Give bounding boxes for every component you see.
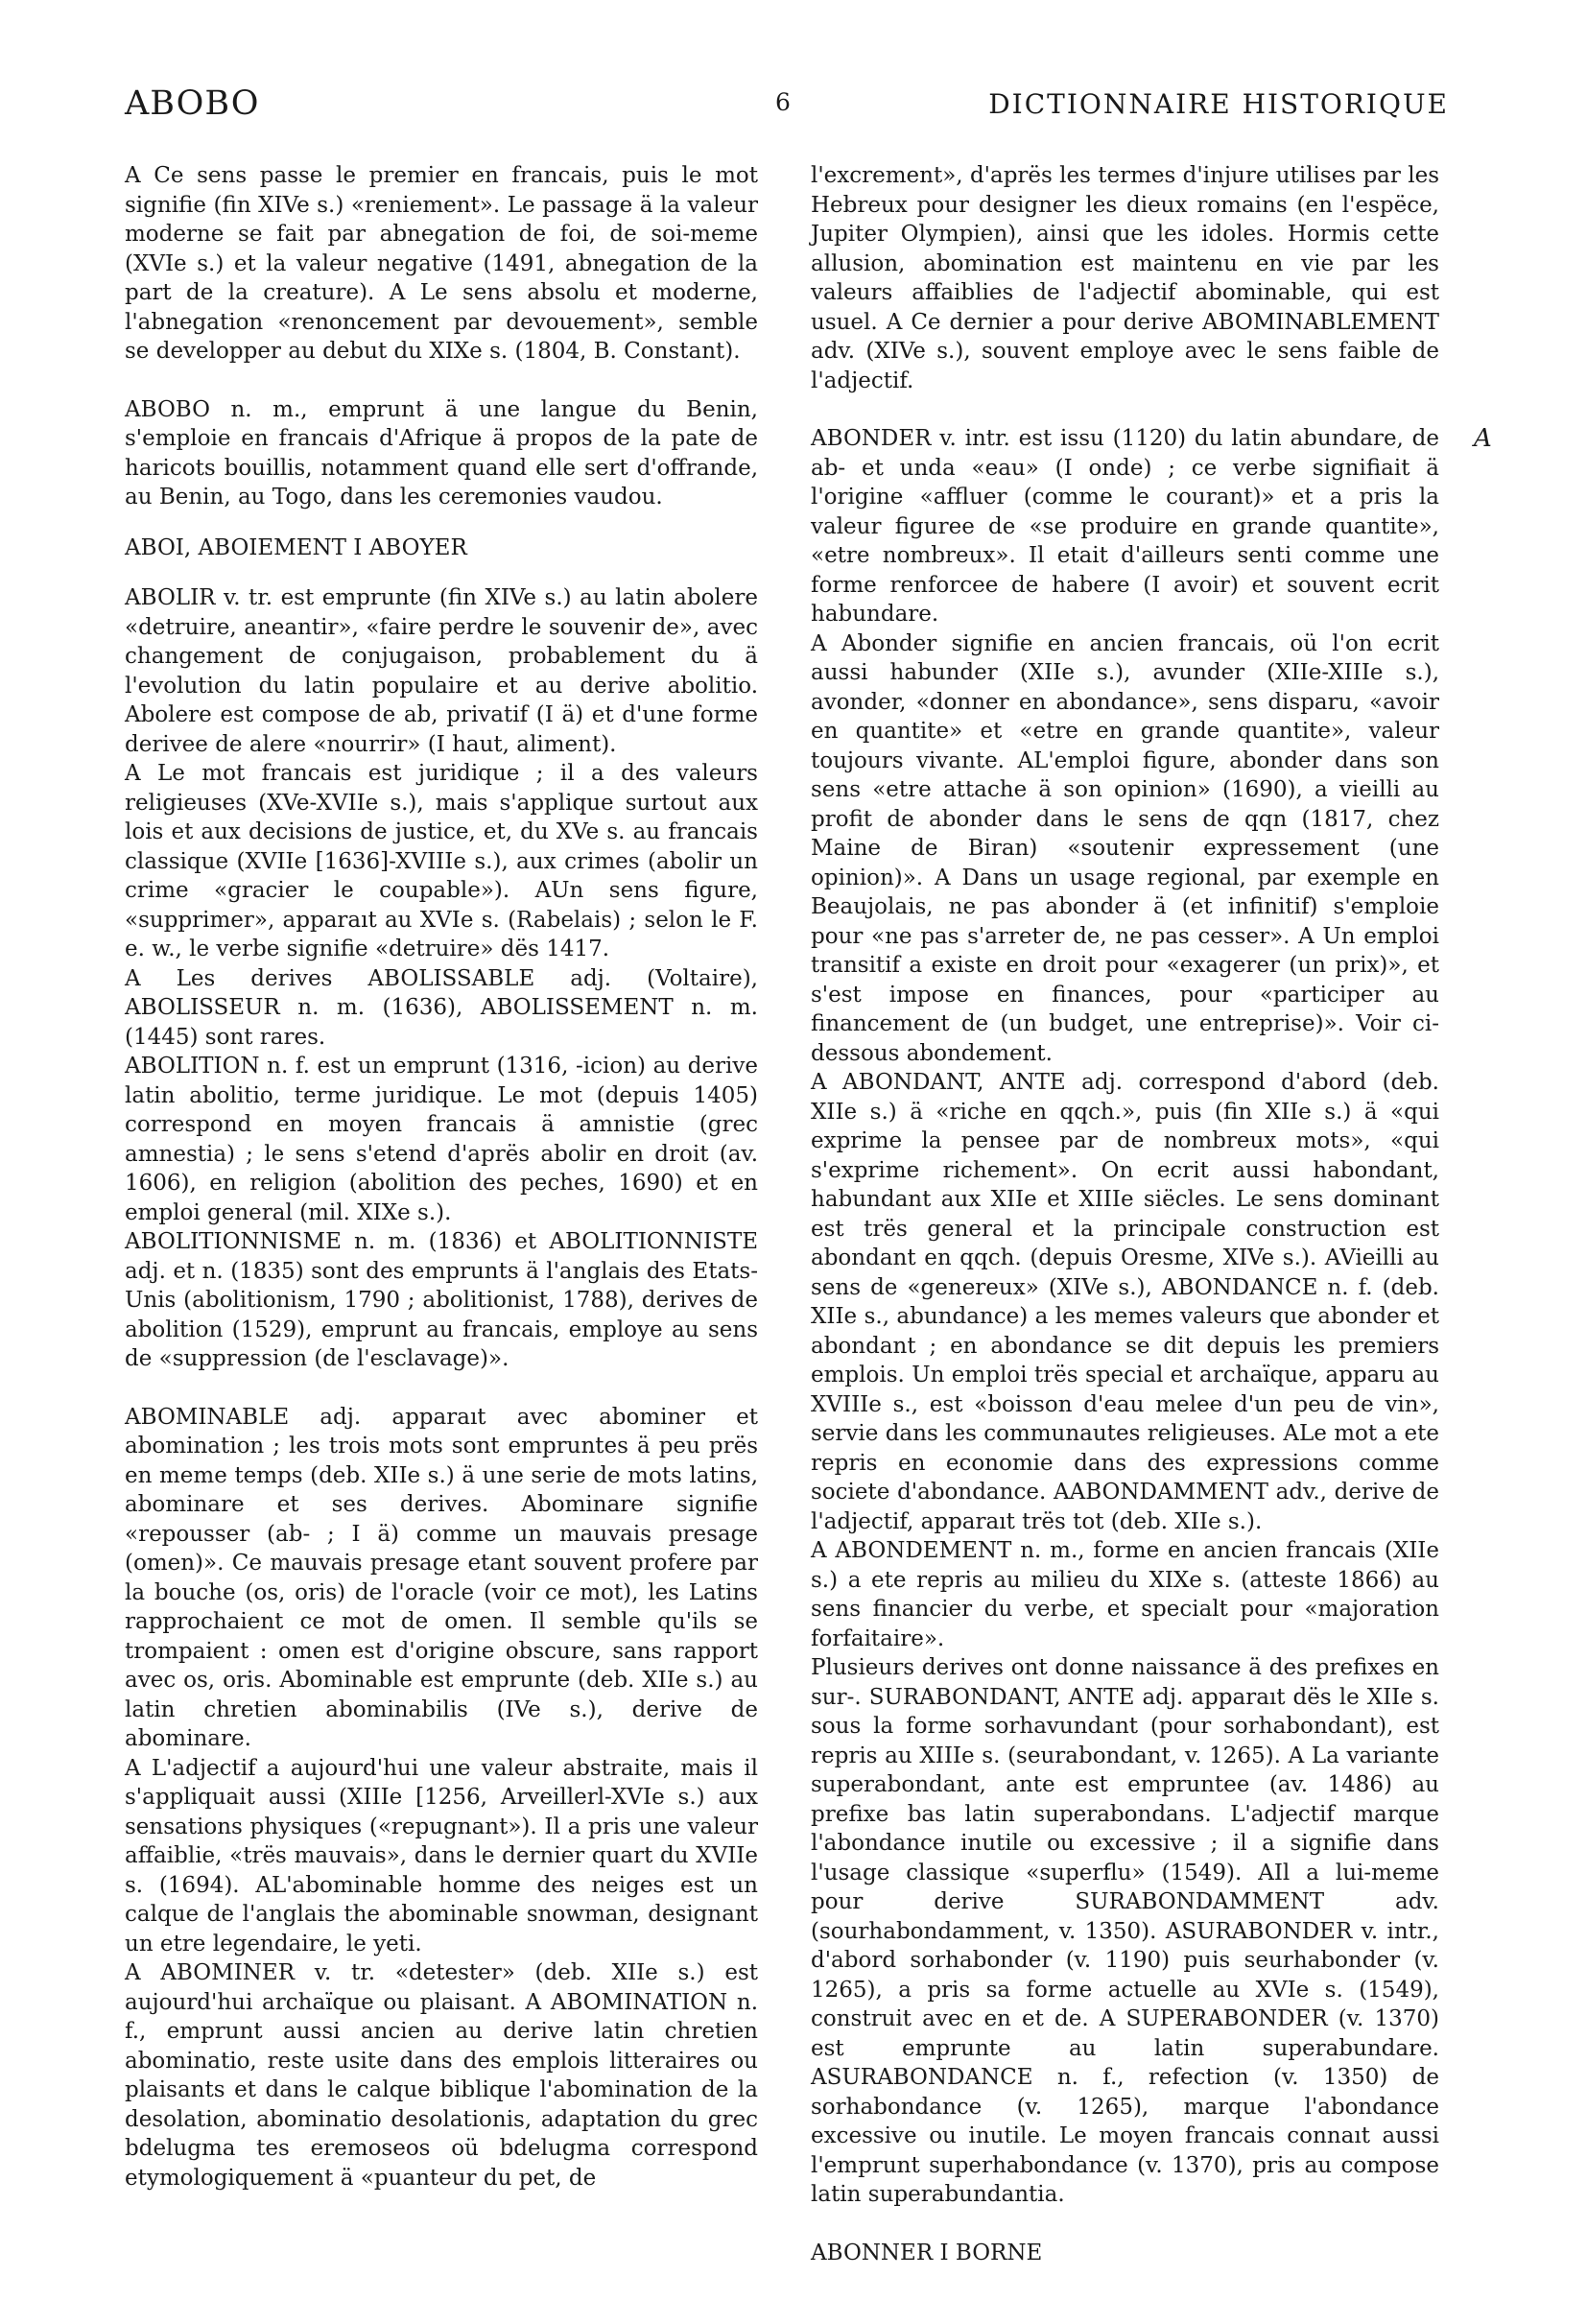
entry-abolition: ABOLITION n. f. est un emprunt (1316, -icion) au derive latin abolitio, terme juridique. Le mot (depuis 1405) correspond en moyen francais ä amnistie (grec amnestia) ; le sens s'etend d'aprës abolir en droit (av. 1606), en religion (abolition des peches, 1690) et en emploi general (mil. XIXe s.). bbox=[125, 1054, 758, 1225]
entry-paragraph: A ABOMINER v. tr. «detester» (deb. XIIe s.) est aujourd'hui archaïque ou plaisant. A ABOMINATION n. f., emprunt aussi ancien au derive latin chretien abominatio, reste usite dans des emplois litteraires ou plaisants et dans le calque biblique l'abomination de la desolation, abominatio desolationis, adaptation du grec bdelugma tes eremoseos oü bdelugma correspond etymologiquement ä «puanteur du pet, de bbox=[125, 1960, 758, 2191]
entry-paragraph: A Le mot francais est juridique ; il a des valeurs religieuses (XVe-XVIIe s.), mais s'applique surtout aux lois et aux decisions de justice, et, du XVe s. au francais classique (XVIIe [1636]-XVIIIe s.), aux crimes (abolir un crime «gracier le coupable»). AUn sens figure, «supprimer», apparaıt au XVIe s. (Rabelais) ; selon le F. e. w., le verbe signifie «detruire» dës 1417. bbox=[125, 761, 758, 961]
entry-abonner: ABONNER I BORNE bbox=[811, 2240, 1043, 2265]
entry-paragraph: A Les derives ABOLISSABLE adj. (Voltaire), ABOLISSEUR n. m. (1636), ABOLISSEMENT n. m. (1445) sont rares. bbox=[125, 965, 758, 1050]
entry-paragraph: A Abonder signifie en ancien francais, oü l'on ecrit aussi habunder (XIIe s.), avunder (XIIe-XIIIe s.), avonder, «donner en abondance», sens disparu, «avoir en quantite» et «etre en grande quantite», valeur toujours vivante. AL'emploi figure, abonder dans son sens «etre attache ä son opinion» (1690), a vieilli au profit de abonder dans le sens de qqn (1817, chez Maine de Biran) «soutenir expressement (une opinion)». A Dans un usage regional, par exemple en Beaujolais, ne pas abonder ä (et infinitif) s'emploie pour «ne pas s'arreter de, ne pas cesser». A Un emploi transitif a existe en droit pour «exagerer (un prix)», et s'est impose en finances, pour «participer au financement de (un budget, une entreprise)». Voir ci-dessous abondement. bbox=[811, 630, 1439, 1066]
entry-abolitionnisme: ABOLITIONNISME n. m. (1836) et ABOLITIONNISTE adj. et n. (1835) sont des emprunts ä l'anglais des Etats-Unis (abolitionism, 1790 ; abolitionist, 1788), derives de abolition (1529), emprunt au francais, employe au sens de «suppression (de l'esclavage)». bbox=[125, 1229, 758, 1371]
page-number: 6 bbox=[775, 88, 791, 116]
entry-abonder: ABONDER v. intr. est issu (1120) du latin abundare, de ab- et unda «eau» (I onde) ; ce verbe signifiait ä l'origine «affluer (comme le courant)» et a pris la valeur figuree de «se produire en grande quantite», «etre nombreux». Il etait d'ailleurs senti comme une forme renforcee de habere (I avoir) et souvent ecrit habundare. bbox=[811, 426, 1439, 627]
entry-abobo: ABOBO n. m., emprunt ä une langue du Benin, s'emploie en francais d'Afrique ä propos de la pate de haricots bouillis, notamment quand elle sert d'offrande, au Benin, au Togo, dans les ceremonies vaudou. bbox=[125, 396, 758, 510]
page-header bbox=[125, 84, 1449, 127]
entry-paragraph: l'excrement», d'aprës les termes d'injure utilises par les Hebreux pour designer les dieux romains (en l'espëce, Jupiter Olympien), ainsi que les idoles. Hormis cette allusion, abomination est maintenu en vie par les valeurs affaiblies de l'adjectif abominable, qui est usuel. A Ce dernier a pour derive ABOMINABLEMENT adv. (XIVe s.), souvent employe avec le sens faible de l'adjectif. bbox=[811, 163, 1439, 393]
section-letter-marker: A bbox=[1474, 424, 1492, 453]
entry-paragraph: A L'adjectif a aujourd'hui une valeur abstraite, mais il s'appliquait aussi (XIIIe [1256, Arveillerl-XVIe s.) aux sensations physiques («repugnant»). Il a pris une valeur affaiblie, «trës mauvais», dans le dernier quart du XVIIe s. (1694). AL'abominable homme des neiges est un calque de l'anglais the abominable snowman, designant un etre legendaire, le yeti. bbox=[125, 1755, 758, 1956]
entry-paragraph: A Ce sens passe le premier en francais, puis le mot signifie (fin XIVe s.) «reniement». Le passage ä la valeur moderne se fait par abnegation de foi, de soi-meme (XVIe s.) et la valeur negative (1491, abnegation de la part de la creature). A Le sens absolu et moderne, l'abnegation «renoncement par devouement», semble se developper au debut du XIXe s. (1804, B. Constant). bbox=[125, 163, 758, 364]
entry-abondant: A ABONDANT, ANTE adj. correspond d'abord (deb. XIIe s.) ä «riche en qqch.», puis (fin XIIe s.) ä «qui exprime la pensee par de nombreux mots», «qui s'exprime richement». On ecrit aussi habondant, habundant aux XIIe et XIIIe siëcles. Le sens dominant est trës general et la principale construction est abondant en qqch. (depuis Oresme, XIVe s.). AVieilli au sens de «genereux» (XIVe s.), ABONDANCE n. f. (deb. XIIe s., abundance) a les memes valeurs que abonder et abondant ; en abondance se dit depuis les premiers emplois. Un emploi trës special et archaïque, apparu au XVIIIe s., est «boisson d'eau melee d'un peu de vin», servie dans les communautes religieuses. ALe mot a ete repris en economie dans des expressions comme societe d'abondance. AABONDAMMENT adv., derive de l'adjectif, apparaıt trës tot (deb. XIIe s.). bbox=[811, 1070, 1439, 1534]
entry-abolir: ABOLIR v. tr. est emprunte (fin XIVe s.) au latin abolere «detruire, aneantir», «faire perdre le souvenir de», avec changement de conjugaison, probablement du ä l'evolution du latin populaire et au derive abolitio. Abolere est compose de ab, privatif (I ä) et d'une forme derivee de alere «nourrir» (I haut, aliment). bbox=[125, 585, 758, 757]
left-column bbox=[125, 161, 758, 2193]
entry-abondement: A ABONDEMENT n. m., forme en ancien francais (XIIe s.) a ete repris au milieu du XIXe s. (atteste 1866) au sens financier du verbe, et specialt pour «majoration forfaitaire». bbox=[811, 1538, 1439, 1651]
running-head-right: DICTIONNAIRE HISTORIQUE bbox=[988, 88, 1449, 120]
right-column bbox=[811, 161, 1439, 2267]
entry-paragraph: Plusieurs derives ont donne naissance ä des prefixes en sur-. SURABONDANT, ANTE adj. apparaıt dës le XIIe s. sous la forme sorhavundant (pour sorhabondant), est repris au XIIIe s. (seurabondant, v. 1265). A La variante superabondant, ante est empruntee (av. 1486) au prefixe bas latin superabondans. L'adjectif marque l'abondance inutile ou excessive ; il a signifie dans l'usage classique «superflu» (1549). AIl a lui-meme pour derive SURABONDAMMENT adv. (sourhabondamment, v. 1350). ASURABONDER v. intr., d'abord sorhabonder (v. 1190) puis seurhabonder (v. 1265), a pris sa forme actuelle au XVIe s. (1549), construit avec en et de. A SUPERABONDER (v. 1370) est emprunte au latin superabundare. ASURABONDANCE n. f., refection (v. 1350) de sorhabondance (v. 1265), marque l'abondance excessive ou inutile. Le moyen francais connaıt aussi l'emprunt superhabondance (v. 1370), pris au compose latin superabundantia. bbox=[811, 1655, 1439, 2207]
entry-abominable: ABOMINABLE adj. apparaıt avec abominer et abomination ; les trois mots sont empruntes ä peu prës en meme temps (deb. XIIe s.) ä une serie de mots latins, abominare et ses derives. Abominare signifie «repousser (ab- ; I ä) comme un mauvais presage (omen)». Ce mauvais presage etant souvent profere par la bouche (os, oris) de l'oracle (voir ce mot), les Latins rapprochaient ce mot de omen. Il semble qu'ils se trompaient : omen est d'origine obscure, sans rapport avec os, oris. Abominable est emprunte (deb. XIIe s.) au latin chretien abominabilis (IVe s.), derive de abominare. bbox=[125, 1404, 758, 1751]
running-head-left: ABOBO bbox=[125, 84, 260, 123]
entry-aboi: ABOI, ABOIEMENT I ABOYER bbox=[125, 534, 467, 560]
